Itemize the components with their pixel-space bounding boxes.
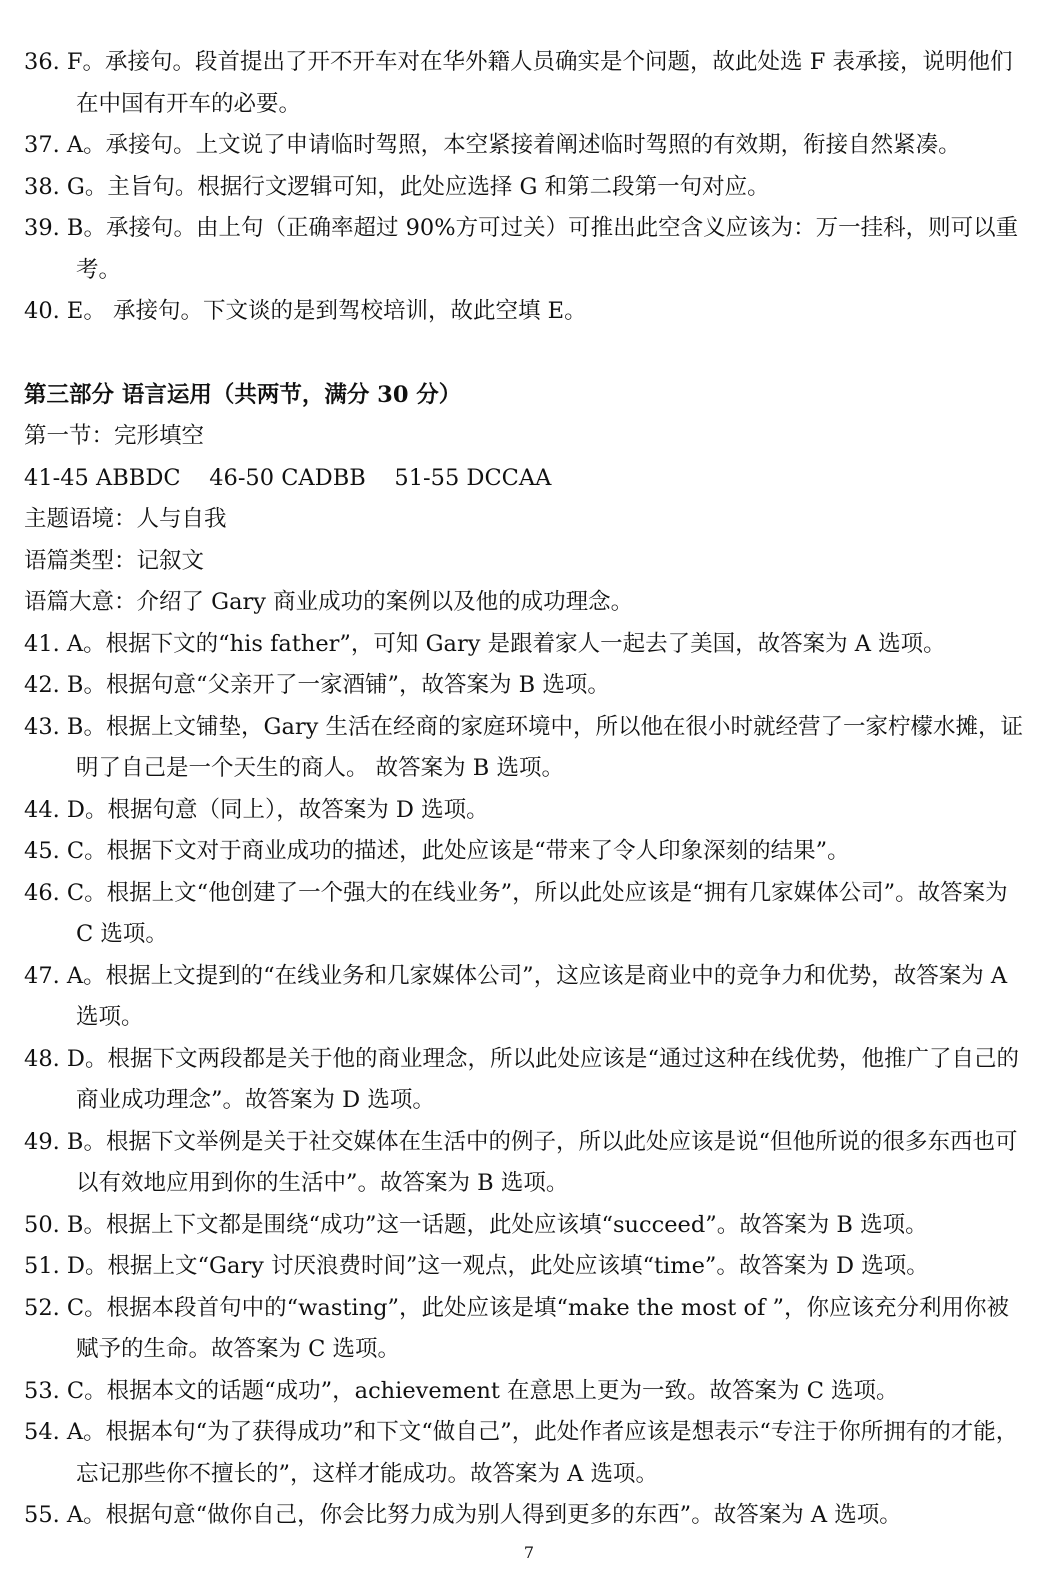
answer-item-52: 52. C。根据本段首句中的“wasting”，此处应该是填“make the most of ”，你应该充分利用你被赋予的生命。故答案为 C 选项。: [24, 1294, 1010, 1362]
answer-key: 41-45 ABBDC 46-50 CADBB 51-55 DCCAA: [24, 464, 552, 491]
section-subtitle: 第一节：完形填空: [24, 423, 205, 449]
answer-item-50: 50. B。根据上下文都是围绕“成功”这一话题，此处应该填“succeed”。故答案为 B 选项。: [24, 1211, 928, 1238]
answer-item-39: 39. B。承接句。由上句（正确率超过 90%方可过关）可推出此空含义应该为：万一挂科，则可以重考。: [24, 215, 1019, 283]
genre-line: 语篇类型：记叙文: [24, 547, 205, 574]
answer-item-44: 44. D。根据句意（同上），故答案为 D 选项。: [24, 796, 489, 823]
section-header: [24, 375, 1029, 624]
answer-item-38: 38. G。主旨句。根据行文逻辑可知，此处应选择 G 和第二段第一句对应。: [24, 173, 770, 200]
section-title: 第三部分 语言运用（共两节，满分 30 分）: [24, 381, 462, 408]
page-number: 7: [523, 1543, 535, 1562]
summary-line: 语篇大意：介绍了 Gary 商业成功的案例以及他的成功理念。: [24, 589, 634, 615]
answer-item-49: 49. B。根据下文举例是关于社交媒体在生活中的例子，所以此处应该是说“但他所说的很多东西也可以有效地应用到你的生活中”。故答案为 B 选项。: [24, 1128, 1018, 1196]
answer-item-40: 40. E。 承接句。下文谈的是到驾校培训，故此空填 E。: [24, 298, 587, 324]
answer-item-54: 54. A。根据本句“为了获得成功”和下文“做自己”，此处作者应该是想表示“专注于你所拥有的才能，忘记那些你不擅长的”，这样才能成功。故答案为 A 选项。: [24, 1419, 1019, 1487]
answer-item-51: 51. D。根据上文“Gary 讨厌浪费时间”这一观点，此处应该填“time”。故答案为 D 选项。: [24, 1253, 929, 1279]
answer-item-55: 55. A。根据句意“做你自己，你会比努力成为别人得到更多的东西”。故答案为 A 选项。: [24, 1502, 902, 1528]
answer-item-48: 48. D。根据下文两段都是关于他的商业理念，所以此处应该是“通过这种在线优势，他推广了自己的商业成功理念”。故答案为 D 选项。: [24, 1045, 1019, 1113]
answer-item-37: 37. A。承接句。上文说了申请临时驾照，本空紧接着阐述临时驾照的有效期，衔接自然紧凑。: [24, 132, 961, 158]
section-spacer: [24, 333, 1029, 375]
theme-line: 主题语境：人与自我: [24, 506, 227, 532]
answer-item-42: 42. B。根据句意“父亲开了一家酒铺”，故答案为 B 选项。: [24, 672, 610, 698]
answer-item-41: 41. A。根据下文的“his father”，可知 Gary 是跟着家人一起去了美国，故答案为 A 选项。: [24, 630, 946, 657]
answer-item-53: 53. C。根据本文的话题“成功”，achievement 在意思上更为一致。故答案为 C 选项。: [24, 1377, 899, 1404]
answer-item-46: 46. C。根据上文“他创建了一个强大的在线业务”，所以此处应该是“拥有几家媒体公司”。故答案为 C 选项。: [24, 879, 1008, 947]
answer-item-47: 47. A。根据上文提到的“在线业务和几家媒体公司”，这应该是商业中的竞争力和优势，故答案为 A 选项。: [24, 962, 1008, 1030]
answer-item-43: 43. B。根据上文铺垫，Gary 生活在经商的家庭环境中，所以他在很小时就经营了一家柠檬水摊，证明了自己是一个天生的商人。 故答案为 B 选项。: [24, 713, 1023, 781]
answer-item-45: 45. C。根据下文对于商业成功的描述，此处应该是“带来了令人印象深刻的结果”。: [24, 838, 850, 864]
answer-list-bottom: [24, 624, 1029, 1537]
document-page: [24, 42, 1029, 1537]
answer-item-36: 36. F。承接句。段首提出了开不开车对在华外籍人员确实是个问题，故此处选 F 表承接，说明他们在中国有开车的必要。: [24, 49, 1013, 117]
answer-list-top: [24, 42, 1029, 333]
